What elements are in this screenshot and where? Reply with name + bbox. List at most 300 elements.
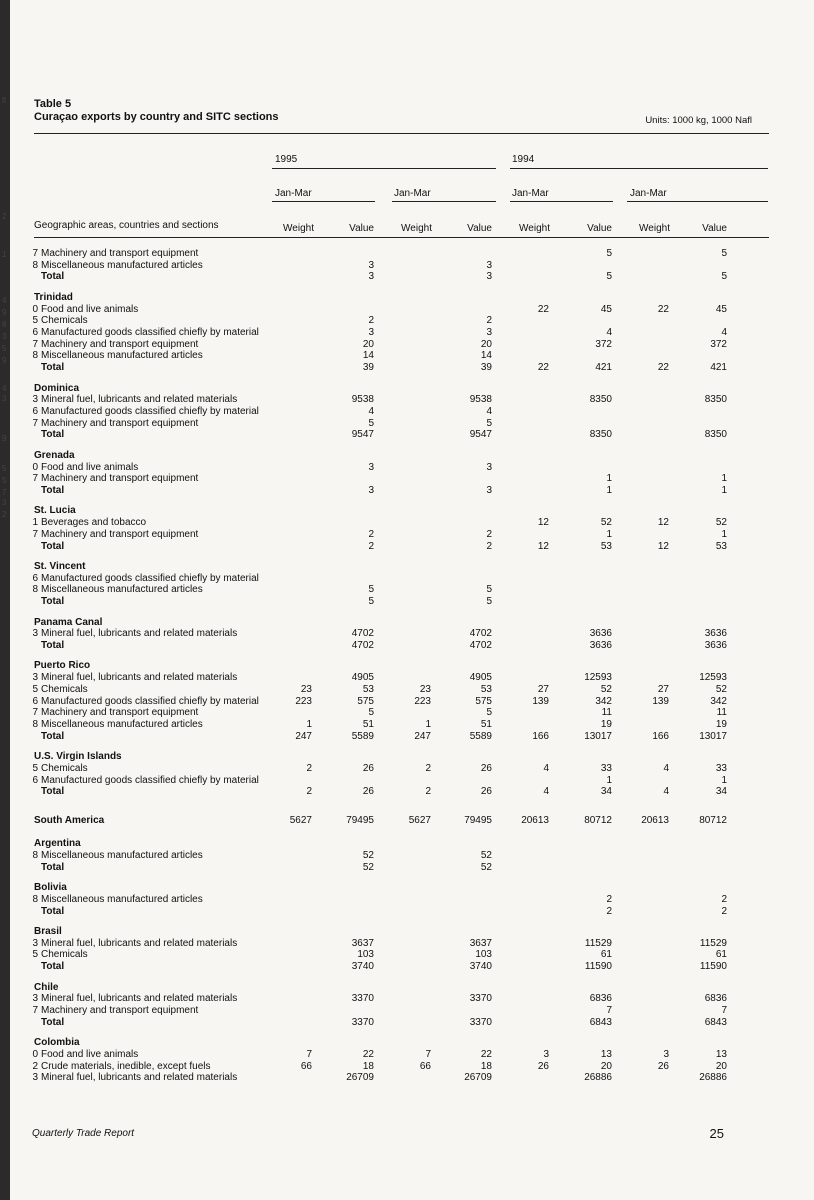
value-cell: 6836 xyxy=(704,993,727,1005)
value-cell: 53 xyxy=(480,683,492,695)
col-weight-1995-b: Weight xyxy=(401,223,432,234)
value-cell: 14 xyxy=(362,350,374,362)
value-cell: 5 xyxy=(606,271,612,283)
period-rule-4 xyxy=(627,201,768,202)
edge-mark: 8 xyxy=(2,320,7,329)
value-cell: 53 xyxy=(715,540,727,552)
edge-mark: 4 xyxy=(2,296,7,305)
sitc-code: 8 xyxy=(32,584,38,596)
total-label: Total xyxy=(41,540,65,552)
country-heading-row xyxy=(22,292,802,304)
value-cell: 8350 xyxy=(589,429,612,441)
table-row xyxy=(22,707,802,719)
period-header-3: Jan-Mar xyxy=(512,188,549,199)
section-label: Mineral fuel, lubricants and related materials xyxy=(41,937,238,949)
section-label: Chemicals xyxy=(41,315,88,327)
sitc-code: 1 xyxy=(32,517,38,529)
weight-cell: 22 xyxy=(657,362,669,374)
country-name: Dominica xyxy=(34,382,80,394)
value-cell: 3 xyxy=(486,259,492,271)
value-cell: 2 xyxy=(486,315,492,327)
weight-cell: 4 xyxy=(663,762,669,774)
value-cell: 8350 xyxy=(704,394,727,406)
weight-cell: 7 xyxy=(425,1048,431,1060)
edge-mark: 5 xyxy=(2,464,7,473)
value-cell: 20 xyxy=(600,1060,612,1072)
value-cell: 11529 xyxy=(584,937,612,949)
table-row xyxy=(22,462,802,474)
value-cell: 2 xyxy=(368,540,374,552)
section-label: Manufactured goods classified chiefly by material xyxy=(41,326,259,338)
value-cell: 3 xyxy=(486,461,492,473)
edge-mark: fl xyxy=(2,96,6,105)
total-label: Total xyxy=(41,639,65,651)
value-cell: 372 xyxy=(595,338,612,350)
value-cell: 45 xyxy=(600,303,612,315)
weight-cell: 12 xyxy=(657,517,669,529)
total-row xyxy=(22,1017,802,1029)
total-row xyxy=(22,862,802,874)
country-name: U.S. Virgin Islands xyxy=(34,751,122,763)
value-cell: 11590 xyxy=(584,961,612,973)
sitc-code: 5 xyxy=(32,762,38,774)
country-name: Brasil xyxy=(34,926,62,937)
value-cell: 575 xyxy=(357,695,374,707)
value-cell: 39 xyxy=(480,362,492,374)
weight-cell: 2 xyxy=(306,762,312,774)
sitc-code: 8 xyxy=(32,718,38,730)
sitc-code: 5 xyxy=(32,315,38,327)
footer-title: Quarterly Trade Report xyxy=(32,1128,135,1139)
total-label: Total xyxy=(41,362,65,374)
value-cell: 5589 xyxy=(351,730,374,742)
weight-cell: 12 xyxy=(537,540,549,552)
section-label: Miscellaneous manufactured articles xyxy=(41,584,203,596)
section-label: Mineral fuel, lubricants and related materials xyxy=(41,394,238,406)
table-row xyxy=(22,672,802,684)
value-cell: 4 xyxy=(721,326,727,338)
weight-cell: 247 xyxy=(295,730,312,742)
table-row xyxy=(22,260,802,272)
section-label: Manufactured goods classified chiefly by material xyxy=(41,405,259,417)
value-cell: 8350 xyxy=(589,394,612,406)
weight-cell: 22 xyxy=(537,303,549,315)
value-cell: 103 xyxy=(475,949,492,961)
table-row xyxy=(22,993,802,1005)
weight-cell: 2 xyxy=(425,762,431,774)
value-cell: 2 xyxy=(606,905,612,917)
value-cell: 5 xyxy=(368,596,374,608)
table-row xyxy=(22,684,802,696)
year-1994-rule xyxy=(510,168,768,169)
table-row xyxy=(22,628,802,640)
country-heading-row xyxy=(22,982,802,994)
table-row xyxy=(22,406,802,418)
value-cell: 3 xyxy=(486,271,492,283)
value-cell: 20 xyxy=(715,1060,727,1072)
total-row xyxy=(22,640,802,652)
value-cell: 26709 xyxy=(464,1072,492,1084)
country-name: Panama Canal xyxy=(34,616,103,628)
country-name: Chile xyxy=(34,981,59,993)
value-cell: 5589 xyxy=(469,730,492,742)
value-cell: 19 xyxy=(715,718,727,730)
total-label: Total xyxy=(41,271,65,283)
edge-mark: 7 xyxy=(2,488,7,497)
total-row xyxy=(22,596,802,608)
section-label: Miscellaneous manufactured articles xyxy=(41,350,203,362)
country-heading-row xyxy=(22,1037,802,1049)
weight-cell: 66 xyxy=(419,1060,431,1072)
table-row xyxy=(22,763,802,775)
total-label: Total xyxy=(41,961,65,973)
sitc-code: 7 xyxy=(32,473,38,485)
table-row xyxy=(22,418,802,430)
country-name: Puerto Rico xyxy=(34,660,91,672)
value-cell: 53 xyxy=(362,683,374,695)
period-header-1: Jan-Mar xyxy=(275,188,312,199)
weight-cell: 26 xyxy=(657,1060,669,1072)
col-weight-1994-b: Weight xyxy=(639,223,670,234)
sitc-code: 7 xyxy=(32,338,38,350)
value-cell: 12593 xyxy=(584,672,612,684)
col-value-1994-b: Value xyxy=(702,223,727,234)
value-cell: 33 xyxy=(600,762,612,774)
weight-cell: 27 xyxy=(657,683,669,695)
section-label: Miscellaneous manufactured articles xyxy=(41,259,203,271)
table-row xyxy=(22,1005,802,1017)
value-cell: 79495 xyxy=(464,815,492,827)
value-cell: 26 xyxy=(362,762,374,774)
value-cell: 34 xyxy=(715,786,727,798)
value-cell: 1 xyxy=(606,774,612,786)
value-cell: 1 xyxy=(606,473,612,485)
value-cell: 3 xyxy=(486,484,492,496)
period-rule-1 xyxy=(272,201,375,202)
value-cell: 3370 xyxy=(351,1016,374,1028)
header-rule xyxy=(34,237,769,238)
weight-cell: 4 xyxy=(543,762,549,774)
sitc-code: 0 xyxy=(32,1048,38,1060)
edge-mark: 3 xyxy=(2,394,7,403)
weight-cell: 1 xyxy=(306,718,312,730)
table-row xyxy=(22,350,802,362)
section-label: Manufactured goods classified chiefly by material xyxy=(41,774,259,786)
value-cell: 22 xyxy=(480,1048,492,1060)
value-cell: 3370 xyxy=(351,993,374,1005)
value-cell: 51 xyxy=(362,718,374,730)
value-cell: 7 xyxy=(606,1004,612,1016)
value-cell: 12593 xyxy=(699,672,727,684)
value-cell: 3 xyxy=(486,326,492,338)
value-cell: 3370 xyxy=(469,993,492,1005)
value-cell: 26 xyxy=(480,762,492,774)
value-cell: 5 xyxy=(486,584,492,596)
value-cell: 3637 xyxy=(469,937,492,949)
table-row xyxy=(22,696,802,708)
country-heading-row xyxy=(22,882,802,894)
value-cell: 4905 xyxy=(469,672,492,684)
sitc-code: 6 xyxy=(32,695,38,707)
section-label: Mineral fuel, lubricants and related materials xyxy=(41,672,238,684)
country-heading-row xyxy=(22,751,802,763)
weight-cell: 23 xyxy=(419,683,431,695)
value-cell: 80712 xyxy=(699,815,727,827)
section-label: Machinery and transport equipment xyxy=(41,1004,199,1016)
value-cell: 1 xyxy=(721,484,727,496)
geo-column-header: Geographic areas, countries and sections xyxy=(34,220,219,231)
value-cell: 5 xyxy=(368,707,374,719)
value-cell: 6836 xyxy=(589,993,612,1005)
sitc-code: 8 xyxy=(32,350,38,362)
weight-cell: 166 xyxy=(652,730,669,742)
weight-cell: 22 xyxy=(657,303,669,315)
value-cell: 3740 xyxy=(351,961,374,973)
value-cell: 4 xyxy=(368,405,374,417)
country-heading-row xyxy=(22,838,802,850)
year-1995-header: 1995 xyxy=(275,154,298,165)
sitc-code: 6 xyxy=(32,326,38,338)
value-cell: 342 xyxy=(710,695,727,707)
value-cell: 5 xyxy=(368,417,374,429)
total-row xyxy=(22,961,802,973)
edge-mark: 5 xyxy=(2,344,7,353)
edge-mark: 2 xyxy=(2,510,7,519)
sitc-code: 7 xyxy=(32,707,38,719)
value-cell: 1 xyxy=(721,774,727,786)
weight-cell: 1 xyxy=(425,718,431,730)
table-row xyxy=(22,339,802,351)
section-label: Mineral fuel, lubricants and related materials xyxy=(41,993,238,1005)
country-heading-row xyxy=(22,815,802,827)
country-heading-row xyxy=(22,505,802,517)
value-cell: 4905 xyxy=(351,672,374,684)
value-cell: 26 xyxy=(480,786,492,798)
table-row xyxy=(22,894,802,906)
total-label: Total xyxy=(41,484,65,496)
value-cell: 61 xyxy=(600,949,612,961)
total-row xyxy=(22,429,802,441)
sitc-code: 3 xyxy=(32,1072,38,1084)
value-cell: 9547 xyxy=(469,429,492,441)
sitc-code: 2 xyxy=(32,1060,38,1072)
value-cell: 39 xyxy=(362,362,374,374)
value-cell: 4702 xyxy=(469,628,492,640)
table-label: Table 5 xyxy=(34,98,72,110)
period-header-4: Jan-Mar xyxy=(630,188,667,199)
edge-mark: 5 xyxy=(2,476,7,485)
weight-cell: 3 xyxy=(663,1048,669,1060)
value-cell: 9547 xyxy=(351,429,374,441)
country-name: Trinidad xyxy=(34,291,73,303)
edge-mark: 3 xyxy=(2,332,7,341)
weight-cell: 223 xyxy=(414,695,431,707)
table-row xyxy=(22,394,802,406)
value-cell: 103 xyxy=(357,949,374,961)
section-label: Machinery and transport equipment xyxy=(41,473,199,485)
section-label: Beverages and tobacco xyxy=(41,517,147,529)
section-label: Mineral fuel, lubricants and related materials xyxy=(41,1072,238,1084)
sitc-code: 3 xyxy=(32,993,38,1005)
col-value-1995-b: Value xyxy=(467,223,492,234)
total-row xyxy=(22,731,802,743)
section-label: Chemicals xyxy=(41,949,88,961)
value-cell: 5 xyxy=(368,584,374,596)
total-label: Total xyxy=(41,429,65,441)
document-page xyxy=(22,0,802,1200)
value-cell: 13 xyxy=(715,1048,727,1060)
value-cell: 26886 xyxy=(584,1072,612,1084)
value-cell: 52 xyxy=(715,517,727,529)
value-cell: 3637 xyxy=(351,937,374,949)
value-cell: 1 xyxy=(606,528,612,540)
value-cell: 1 xyxy=(606,484,612,496)
section-label: Food and live animals xyxy=(41,461,139,473)
adjacent-page-edge xyxy=(0,0,14,1200)
weight-cell: 27 xyxy=(537,683,549,695)
value-cell: 9538 xyxy=(351,394,374,406)
value-cell: 52 xyxy=(715,683,727,695)
value-cell: 5 xyxy=(721,248,727,259)
sitc-code: 8 xyxy=(32,259,38,271)
country-heading-row xyxy=(22,926,802,938)
weight-cell: 4 xyxy=(663,786,669,798)
value-cell: 53 xyxy=(600,540,612,552)
table-row xyxy=(22,573,802,585)
value-cell: 2 xyxy=(721,893,727,905)
value-cell: 4702 xyxy=(351,639,374,651)
country-name: St. Lucia xyxy=(34,505,76,517)
total-row xyxy=(22,485,802,497)
value-cell: 2 xyxy=(486,528,492,540)
value-cell: 3 xyxy=(368,259,374,271)
section-label: Mineral fuel, lubricants and related materials xyxy=(41,628,238,640)
section-label: Machinery and transport equipment xyxy=(41,707,199,719)
total-row xyxy=(22,362,802,374)
value-cell: 19 xyxy=(600,718,612,730)
value-cell: 4 xyxy=(606,326,612,338)
page-number: 25 xyxy=(709,1126,724,1141)
value-cell: 3740 xyxy=(469,961,492,973)
section-label: Machinery and transport equipment xyxy=(41,338,199,350)
section-label: Chemicals xyxy=(41,762,88,774)
sitc-code: 8 xyxy=(32,893,38,905)
weight-cell: 22 xyxy=(537,362,549,374)
sitc-code: 5 xyxy=(32,949,38,961)
sitc-code: 7 xyxy=(32,417,38,429)
weight-cell: 20613 xyxy=(641,815,669,827)
sitc-code: 3 xyxy=(32,672,38,684)
value-cell: 5 xyxy=(486,707,492,719)
sitc-code: 3 xyxy=(32,394,38,406)
total-label: Total xyxy=(41,730,65,742)
value-cell: 4702 xyxy=(469,639,492,651)
col-weight-1995: Weight xyxy=(283,223,314,234)
top-rule xyxy=(34,133,769,134)
value-cell: 52 xyxy=(600,517,612,529)
edge-mark: 9 xyxy=(2,356,7,365)
table-row xyxy=(22,1061,802,1073)
value-cell: 34 xyxy=(600,786,612,798)
value-cell: 52 xyxy=(600,683,612,695)
table-row xyxy=(22,775,802,787)
value-cell: 3370 xyxy=(469,1016,492,1028)
value-cell: 20 xyxy=(362,338,374,350)
section-label: Machinery and transport equipment xyxy=(41,528,199,540)
edge-mark: 9 xyxy=(2,434,7,443)
sitc-code: 7 xyxy=(32,1004,38,1016)
value-cell: 4 xyxy=(486,405,492,417)
table-row xyxy=(22,248,802,260)
weight-cell: 223 xyxy=(295,695,312,707)
section-label: Machinery and transport equipment xyxy=(41,417,199,429)
edge-mark: 3 xyxy=(2,498,7,507)
sitc-code: 6 xyxy=(32,774,38,786)
value-cell: 52 xyxy=(480,849,492,861)
section-label: Machinery and transport equipment xyxy=(41,248,199,259)
total-row xyxy=(22,786,802,798)
value-cell: 13017 xyxy=(584,730,612,742)
section-label: Manufactured goods classified chiefly by material xyxy=(41,572,259,584)
value-cell: 5 xyxy=(486,417,492,429)
weight-cell: 166 xyxy=(532,730,549,742)
table-row xyxy=(22,473,802,485)
weight-cell: 247 xyxy=(414,730,431,742)
period-header-2: Jan-Mar xyxy=(394,188,431,199)
col-value-1994: Value xyxy=(587,223,612,234)
country-name: South America xyxy=(34,815,105,827)
sitc-code: 0 xyxy=(32,303,38,315)
table-row xyxy=(22,529,802,541)
table-row xyxy=(22,949,802,961)
value-cell: 6843 xyxy=(704,1016,727,1028)
value-cell: 3 xyxy=(368,271,374,283)
table-row xyxy=(22,327,802,339)
sitc-code: 6 xyxy=(32,405,38,417)
value-cell: 372 xyxy=(710,338,727,350)
year-1995-rule xyxy=(272,168,496,169)
section-label: Crude materials, inedible, except fuels xyxy=(41,1060,211,1072)
value-cell: 3 xyxy=(368,326,374,338)
value-cell: 20 xyxy=(480,338,492,350)
country-name: Argentina xyxy=(34,838,81,850)
value-cell: 2 xyxy=(368,315,374,327)
weight-cell: 7 xyxy=(306,1048,312,1060)
total-label: Total xyxy=(41,596,65,608)
value-cell: 45 xyxy=(715,303,727,315)
section-label: Food and live animals xyxy=(41,303,139,315)
weight-cell: 5627 xyxy=(408,815,431,827)
value-cell: 1 xyxy=(721,528,727,540)
total-label: Total xyxy=(41,905,65,917)
value-cell: 22 xyxy=(362,1048,374,1060)
country-name: St. Vincent xyxy=(34,560,86,572)
weight-cell: 20613 xyxy=(521,815,549,827)
value-cell: 52 xyxy=(362,861,374,873)
table-row xyxy=(22,584,802,596)
section-label: Miscellaneous manufactured articles xyxy=(41,893,203,905)
section-label: Food and live animals xyxy=(41,1048,139,1060)
value-cell: 3 xyxy=(368,484,374,496)
table-row xyxy=(22,938,802,950)
value-cell: 7 xyxy=(721,1004,727,1016)
sitc-code: 6 xyxy=(32,572,38,584)
value-cell: 13 xyxy=(600,1048,612,1060)
value-cell: 3 xyxy=(368,461,374,473)
weight-cell: 5627 xyxy=(289,815,312,827)
country-heading-row xyxy=(22,617,802,629)
country-name: Colombia xyxy=(34,1037,80,1049)
